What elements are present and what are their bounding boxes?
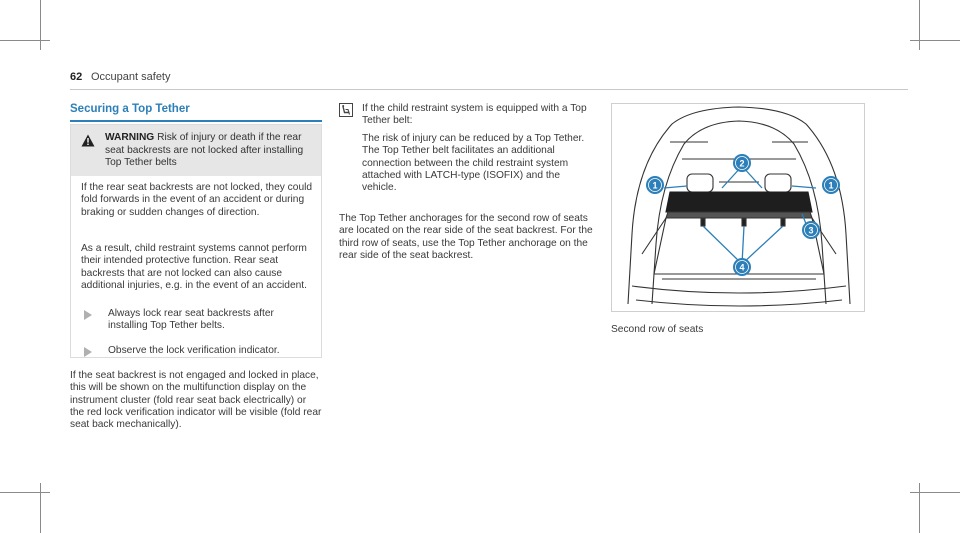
note-line-1: If the child restraint system is equipped with a Top Tether belt: (362, 103, 587, 127)
crop-mark (910, 40, 960, 41)
warning-triangle-icon (81, 134, 95, 147)
warning-heading (105, 132, 310, 170)
section-title: Securing a Top Tether (70, 103, 190, 115)
running-header: Occupant safety (91, 71, 171, 83)
warning-heading-text: Risk of injury or death if the rear seat backrests are not locked after installing Top Tether belts (105, 132, 304, 168)
warning-paragraph-2: As a result, child restraint systems cannot perform their intended protective function. Rear seat backrests that are not locked can also cause additional injuries, e.g. in the event of an accident. (81, 243, 307, 291)
crop-mark (910, 492, 960, 493)
child-seat-note-icon (339, 103, 353, 117)
crop-mark (40, 483, 41, 533)
lock-status-paragraph: If the seat backrest is not engaged and locked in place, this will be shown on the multifunction display on the instrument cluster (fold rear seat back electrically) or the red lock verification indicator will be visible (fold rear seat back mechanically). (70, 370, 322, 431)
anchorage-paragraph: The Top Tether anchorages for the second row of seats are located on the rear side of the seat backrest. For the third row of seats, use the Top Tether anchorage on the rear side of the seat backrest. (339, 213, 593, 261)
callout-1-right-label: 1 (828, 180, 834, 191)
figure-caption: Second row of seats (611, 324, 704, 335)
callout-3-label: 3 (808, 225, 814, 236)
warning-label: WARNING (105, 132, 155, 143)
callout-2-label: 2 (739, 158, 745, 169)
rear-cargo-illustration (611, 103, 865, 312)
callout-1-left-label: 1 (652, 180, 658, 191)
warning-step-2: Observe the lock verification indicator. (108, 345, 280, 356)
warning-step-1: Always lock rear seat backrests after installing Top Tether belts. (108, 308, 274, 332)
section-title-rule (70, 120, 322, 122)
step-arrow-icon (83, 347, 93, 357)
crop-mark (919, 483, 920, 533)
warning-paragraph-1: If the rear seat backrests are not locked, they could fold forwards in the event of an accident or during braking or sudden changes of direction. (81, 182, 313, 218)
crop-mark (40, 0, 41, 50)
header-rule (70, 89, 908, 90)
crop-mark (0, 40, 50, 41)
page-number: 62 (70, 71, 83, 83)
warning-header (71, 125, 321, 176)
note-line-2: The risk of injury can be reduced by a Top Tether. The Top Tether belt facilitates an additional connection between the child restraint system attached with LATCH-type (ISOFIX) and the vehicle. (362, 133, 585, 194)
callout-4-label: 4 (739, 262, 745, 273)
warning-box (70, 124, 322, 358)
step-arrow-icon (83, 310, 93, 320)
crop-mark (919, 0, 920, 50)
cargo-area-drawing (612, 104, 865, 312)
crop-mark (0, 492, 50, 493)
